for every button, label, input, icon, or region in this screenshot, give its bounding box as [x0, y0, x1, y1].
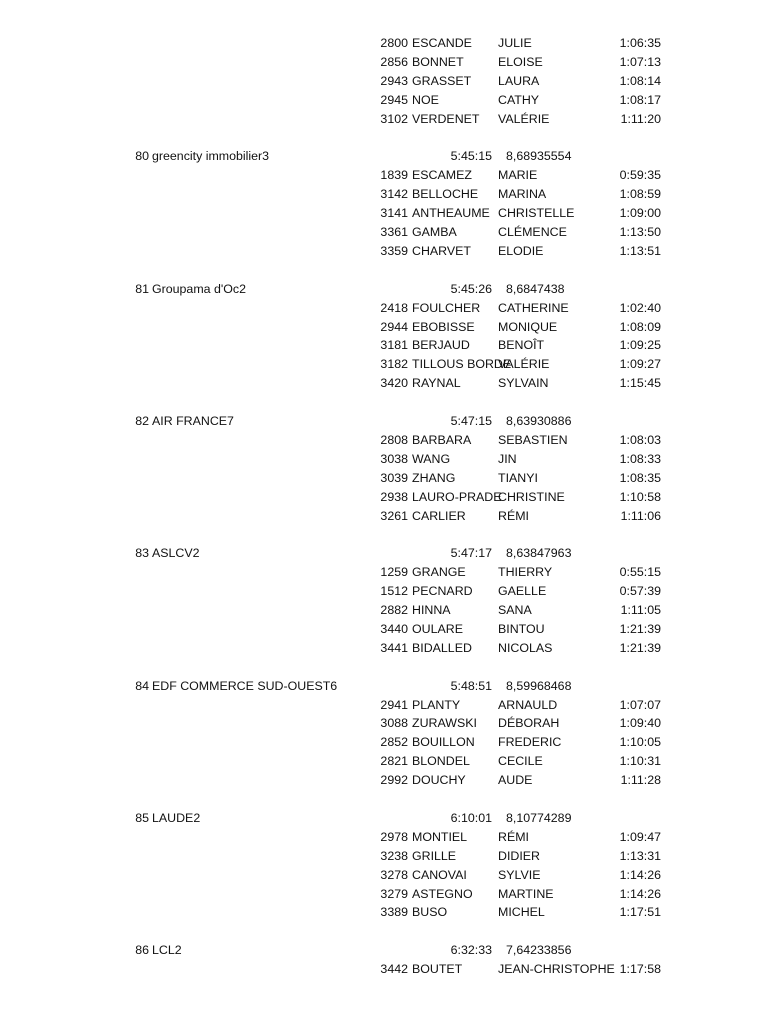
runner-bib: 2808	[380, 432, 408, 447]
runner-last-name: BUSO	[412, 905, 448, 920]
team-rank: 85	[135, 810, 149, 825]
runner-row	[0, 110, 780, 128]
runner-bib: 3278	[380, 867, 408, 882]
runner-bib: 3181	[380, 338, 408, 353]
runner-first-name: VALÉRIE	[498, 111, 550, 126]
runner-time: 1:13:51	[619, 243, 661, 258]
runner-first-name: NICOLAS	[498, 640, 553, 655]
runner-last-name: BELLOCHE	[412, 187, 479, 202]
runner-row	[0, 336, 780, 354]
runner-row	[0, 450, 780, 468]
runner-last-name: PLANTY	[412, 697, 461, 712]
runner-bib: 2941	[380, 697, 408, 712]
runner-row	[0, 469, 780, 487]
runner-bib: 2821	[380, 754, 408, 769]
runner-time: 1:07:13	[619, 54, 661, 69]
runner-first-name: MARTINE	[498, 886, 554, 901]
team-name: Groupama d'Oc2	[152, 281, 246, 296]
runner-last-name: GAMBA	[412, 225, 457, 239]
runner-row	[0, 185, 780, 203]
team-rank: 83	[135, 546, 149, 561]
team-total-time: 5:47:15	[450, 414, 492, 428]
runner-time: 1:13:50	[619, 225, 661, 239]
runner-first-name: CATHY	[498, 92, 540, 107]
team-rank: 82	[135, 414, 149, 428]
runner-time: 0:55:15	[619, 565, 661, 580]
runner-time: 1:11:05	[620, 603, 661, 617]
runner-bib: 3182	[380, 357, 408, 372]
runner-time: 1:08:03	[619, 432, 661, 447]
runner-time: 1:10:05	[619, 735, 661, 750]
runner-last-name: BLONDEL	[412, 754, 470, 769]
runner-time: 1:13:31	[619, 848, 661, 863]
runner-row	[0, 903, 780, 921]
team-header-row	[0, 677, 780, 695]
runner-time: 0:59:35	[619, 168, 661, 183]
runner-last-name: ESCANDE	[412, 36, 472, 50]
team-rank: 81	[135, 281, 149, 296]
runner-last-name: GRANGE	[412, 565, 466, 580]
runner-bib: 3238	[380, 848, 408, 863]
runner-last-name: CHARVET	[412, 243, 471, 258]
team-average-speed: 8,59968468	[506, 678, 572, 693]
runner-bib: 3039	[380, 470, 408, 485]
runner-row	[0, 242, 780, 260]
runner-first-name: BINTOU	[498, 621, 545, 636]
runner-time: 0:57:39	[619, 584, 661, 599]
team-header-row	[0, 544, 780, 562]
runner-time: 1:02:40	[619, 300, 661, 315]
team-header-row	[0, 809, 780, 827]
runner-last-name: ZHANG	[412, 470, 456, 485]
runner-row	[0, 752, 780, 770]
runner-time: 1:09:25	[619, 338, 661, 353]
runner-last-name: PECNARD	[412, 584, 473, 599]
runner-first-name: CHRISTINE	[498, 489, 565, 504]
runner-last-name: BOUTET	[412, 962, 463, 977]
runner-first-name: ARNAULD	[498, 697, 558, 712]
runner-row	[0, 733, 780, 751]
runner-time: 1:11:20	[620, 111, 661, 126]
runner-time: 1:11:06	[620, 508, 661, 523]
runner-row	[0, 488, 780, 506]
runner-time: 1:07:07	[619, 697, 661, 712]
runner-time: 1:21:39	[619, 640, 661, 655]
team-total-time: 5:47:17	[450, 546, 492, 561]
team-name: EDF COMMERCE SUD-OUEST6	[152, 678, 338, 693]
runner-time: 1:11:28	[620, 773, 661, 788]
runner-bib: 2852	[380, 735, 408, 750]
team-rank: 84	[135, 678, 149, 693]
runner-last-name: MONTIEL	[412, 829, 468, 844]
runner-bib: 2945	[380, 92, 408, 107]
runner-row	[0, 72, 780, 90]
runner-row	[0, 166, 780, 184]
runner-first-name: ELODIE	[498, 243, 544, 258]
runner-time: 1:06:35	[619, 36, 661, 50]
runner-last-name: TILLOUS BORDE	[412, 357, 512, 372]
runner-first-name: DÉBORAH	[498, 716, 560, 731]
runner-bib: 1259	[380, 565, 408, 580]
runner-bib: 1839	[380, 168, 408, 183]
runner-first-name: AUDE	[498, 773, 533, 788]
runner-first-name: BENOÎT	[498, 338, 545, 353]
runner-bib: 3088	[380, 716, 408, 731]
runner-first-name: SEBASTIEN	[498, 432, 568, 447]
runner-time: 1:17:58	[619, 962, 661, 977]
runner-first-name: SYLVAIN	[498, 376, 549, 391]
runner-first-name: ELOISE	[498, 54, 543, 69]
runner-time: 1:08:14	[619, 73, 661, 88]
runner-first-name: GAELLE	[498, 584, 547, 599]
runner-first-name: MARINA	[498, 187, 547, 202]
runner-first-name: SANA	[498, 603, 532, 617]
runner-time: 1:14:26	[619, 886, 661, 901]
runner-bib: 2418	[380, 300, 408, 315]
runner-last-name: BIDALLED	[412, 640, 472, 655]
runner-time: 1:14:26	[619, 867, 661, 882]
runner-row	[0, 620, 780, 638]
runner-row	[0, 431, 780, 449]
runner-last-name: ASTEGNO	[412, 886, 473, 901]
runner-first-name: JEAN-CHRISTOPHE	[498, 962, 615, 977]
runner-bib: 2856	[380, 54, 408, 69]
runner-row	[0, 828, 780, 846]
runner-bib: 3261	[380, 508, 408, 523]
runner-bib: 3038	[380, 451, 408, 466]
runner-time: 1:08:17	[619, 92, 661, 107]
runner-last-name: OULARE	[412, 621, 463, 636]
team-total-time: 6:10:01	[450, 810, 492, 825]
runner-row	[0, 714, 780, 732]
runner-last-name: BOUILLON	[412, 735, 475, 750]
runner-time: 1:10:31	[619, 754, 661, 769]
runner-last-name: ANTHEAUME	[412, 206, 490, 221]
runner-bib: 2944	[380, 319, 408, 334]
runner-bib: 3141	[380, 206, 408, 221]
team-average-speed: 8,68935554	[506, 149, 572, 164]
runner-time: 1:08:59	[619, 187, 661, 202]
team-average-speed: 8,10774289	[506, 810, 572, 825]
runner-first-name: LAURA	[498, 73, 540, 88]
team-total-time: 6:32:33	[450, 943, 492, 958]
team-header-row	[0, 412, 780, 430]
team-total-time: 5:45:15	[450, 149, 492, 164]
runner-first-name: CECILE	[498, 754, 543, 769]
runner-bib: 3389	[380, 905, 408, 920]
team-name: ASLCV2	[152, 546, 200, 561]
runner-time: 1:10:58	[619, 489, 661, 504]
runner-last-name: WANG	[412, 451, 451, 466]
team-name: greencity immobilier3	[152, 149, 270, 164]
runner-bib: 3279	[380, 886, 408, 901]
runner-last-name: ZURAWSKI	[412, 716, 477, 731]
runner-first-name: MARIE	[498, 168, 538, 183]
runner-last-name: DOUCHY	[412, 773, 466, 788]
runner-row	[0, 960, 780, 978]
runner-first-name: VALÉRIE	[498, 357, 550, 372]
runner-first-name: MONIQUE	[498, 319, 558, 334]
runner-bib: 2978	[380, 829, 408, 844]
team-name: LAUDE2	[152, 810, 201, 825]
runner-row	[0, 204, 780, 222]
team-total-time: 5:48:51	[450, 678, 492, 693]
runner-bib: 1512	[380, 584, 408, 599]
runner-bib: 2800	[380, 36, 408, 50]
runner-row	[0, 771, 780, 789]
runner-first-name: JULIE	[498, 36, 532, 50]
runner-last-name: VERDENET	[412, 111, 480, 126]
runner-last-name: ESCAMEZ	[412, 168, 472, 183]
runner-bib: 3420	[380, 376, 408, 391]
runner-first-name: CATHERINE	[498, 300, 569, 315]
runner-last-name: HINNA	[412, 603, 451, 617]
runner-last-name: GRILLE	[412, 848, 457, 863]
runner-row	[0, 299, 780, 317]
runner-time: 1:08:35	[619, 470, 661, 485]
runner-first-name: TIANYI	[498, 470, 538, 485]
runner-bib: 2882	[380, 603, 408, 617]
runner-time: 1:09:00	[619, 206, 661, 221]
runner-last-name: LAURO-PRADE	[412, 489, 502, 504]
team-average-speed: 7,64233856	[506, 943, 572, 958]
runner-last-name: FOULCHER	[412, 300, 481, 315]
team-average-speed: 8,6847438	[506, 281, 565, 296]
runner-row	[0, 696, 780, 714]
runner-last-name: BARBARA	[412, 432, 472, 447]
runner-row	[0, 639, 780, 657]
runner-time: 1:15:45	[619, 376, 661, 391]
runner-row	[0, 601, 780, 619]
runner-row	[0, 847, 780, 865]
runner-row	[0, 355, 780, 373]
runner-time: 1:09:47	[619, 829, 661, 844]
team-rank: 80	[135, 149, 149, 164]
runner-first-name: THIERRY	[498, 565, 553, 580]
runner-time: 1:09:40	[619, 716, 661, 731]
runner-bib: 2943	[380, 73, 408, 88]
runner-time: 1:08:33	[619, 451, 661, 466]
team-average-speed: 8,63847963	[506, 546, 572, 561]
runner-bib: 3442	[380, 962, 408, 977]
team-name: AIR FRANCE7	[152, 414, 234, 428]
runner-row	[0, 563, 780, 581]
runner-row	[0, 582, 780, 600]
runner-last-name: GRASSET	[412, 73, 472, 88]
runner-bib: 2938	[380, 489, 408, 504]
runner-time: 1:08:09	[619, 319, 661, 334]
runner-last-name: CARLIER	[412, 508, 466, 523]
runner-time: 1:21:39	[619, 621, 661, 636]
runner-last-name: EBOBISSE	[412, 319, 475, 334]
runner-time: 1:17:51	[619, 905, 661, 920]
runner-last-name: BERJAUD	[412, 338, 470, 353]
runner-first-name: RÉMI	[498, 829, 529, 844]
team-name: LCL2	[152, 943, 182, 958]
runner-first-name: CLÉMENCE	[498, 225, 567, 239]
runner-bib: 3102	[380, 111, 408, 126]
runner-bib: 2992	[380, 773, 408, 788]
runner-time: 1:09:27	[619, 357, 661, 372]
runner-last-name: CANOVAI	[412, 867, 467, 882]
team-header-row	[0, 941, 780, 959]
runner-bib: 3441	[380, 640, 408, 655]
team-average-speed: 8,63930886	[506, 414, 572, 428]
runner-row	[0, 223, 780, 241]
runner-bib: 3440	[380, 621, 408, 636]
runner-last-name: BONNET	[412, 54, 464, 69]
runner-first-name: SYLVIE	[498, 867, 541, 882]
team-header-row	[0, 280, 780, 298]
runner-first-name: FREDERIC	[498, 735, 562, 750]
runner-row	[0, 866, 780, 884]
runner-bib: 3361	[380, 225, 408, 239]
runner-row	[0, 53, 780, 71]
runner-row	[0, 374, 780, 392]
runner-last-name: RAYNAL	[412, 376, 461, 391]
runner-row	[0, 318, 780, 336]
team-header-row	[0, 147, 780, 165]
team-rank: 86	[135, 943, 149, 958]
runner-first-name: MICHEL	[498, 905, 545, 920]
runner-last-name: NOE	[412, 92, 439, 107]
runner-first-name: RÉMI	[498, 508, 529, 523]
team-total-time: 5:45:26	[450, 281, 492, 296]
runner-bib: 3359	[380, 243, 408, 258]
runner-first-name: DIDIER	[498, 848, 540, 863]
runner-row	[0, 34, 780, 52]
runner-bib: 3142	[380, 187, 408, 202]
runner-first-name: CHRISTELLE	[498, 206, 575, 221]
runner-row	[0, 507, 780, 525]
runner-first-name: JIN	[498, 451, 517, 466]
runner-row	[0, 91, 780, 109]
runner-row	[0, 885, 780, 903]
